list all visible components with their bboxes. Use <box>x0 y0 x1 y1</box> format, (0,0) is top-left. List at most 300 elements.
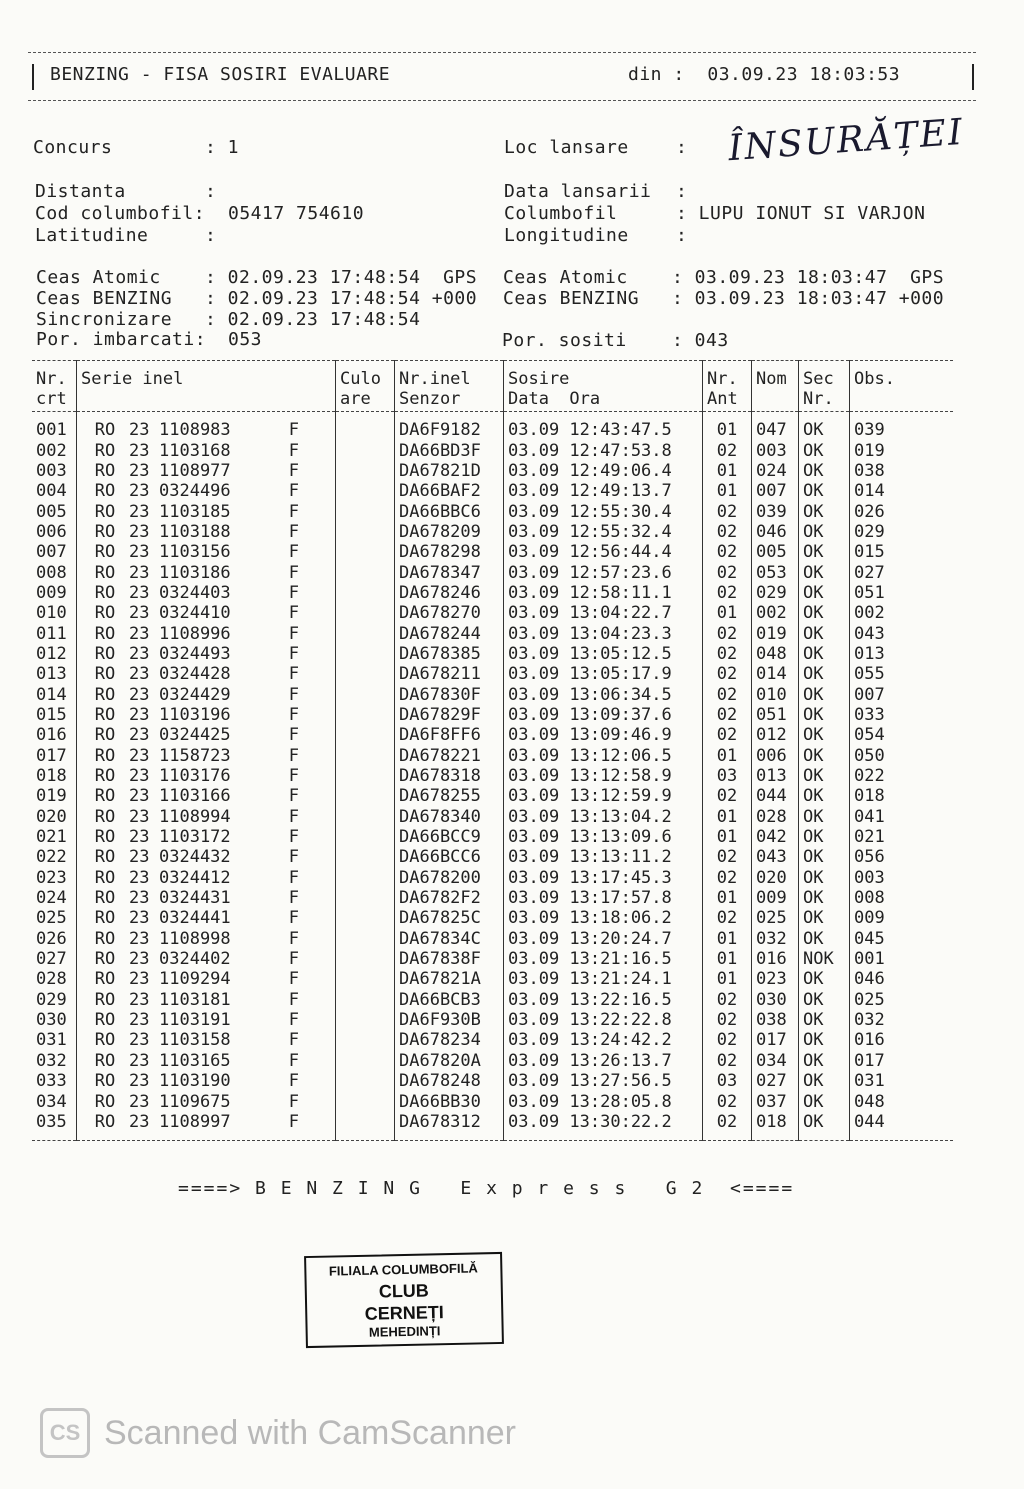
cell-ant: 02 <box>703 1030 752 1050</box>
cell-nr-crt: 014 <box>36 684 67 705</box>
cell-serie-inel <box>77 664 336 684</box>
header-top-rule <box>28 52 976 53</box>
cell-country: RO <box>94 1030 116 1051</box>
cell-ring-number: 0324425 <box>159 725 231 746</box>
cell-country: RO <box>94 562 116 583</box>
cell-obs: 050 <box>850 746 954 766</box>
cell-year: 23 <box>129 989 150 1010</box>
distanta-value: : <box>205 181 217 202</box>
cell-nom: 018 <box>752 1112 799 1141</box>
data-lansarii-value: : <box>676 181 688 202</box>
cell-country: RO <box>94 766 116 787</box>
cell-serie-inel <box>77 1030 336 1050</box>
cell-country: RO <box>94 989 116 1010</box>
cell-ring-number: 0324402 <box>159 949 231 970</box>
cell-culoare <box>336 542 395 562</box>
cell-senzor: DA66BCB3 <box>395 990 504 1010</box>
cell-sosire: 03.09 13:18:06.2 <box>504 908 703 928</box>
table-row <box>32 868 953 888</box>
cell-serie-inel <box>77 461 336 481</box>
cell-ant: 01 <box>703 746 752 766</box>
cell-senzor: DA678211 <box>395 664 504 684</box>
cell-nr-crt: 028 <box>36 969 67 990</box>
cell-nr-crt: 024 <box>36 888 67 909</box>
cell-obs: 025 <box>850 990 954 1010</box>
stamp-line-3: CERNEȚI <box>364 1302 444 1324</box>
cell-year: 23 <box>129 867 150 888</box>
cell-senzor: DA6F8FF6 <box>395 725 504 745</box>
cell-culoare <box>336 969 395 989</box>
cell-ant: 02 <box>703 664 752 684</box>
table-row <box>32 461 953 481</box>
latitudine-value: : <box>205 225 217 246</box>
cell-culoare <box>336 501 395 521</box>
cell-obs: 018 <box>850 786 954 806</box>
cell-sex: F <box>288 725 299 746</box>
cell-obs: 051 <box>850 583 954 603</box>
cell-ant: 01 <box>703 827 752 847</box>
cell-sosire: 03.09 13:17:45.3 <box>504 868 703 888</box>
cell-ant: 01 <box>703 969 752 989</box>
table-row <box>32 562 953 582</box>
cell-nom: 002 <box>752 603 799 623</box>
cell-ring-number: 1103181 <box>159 989 231 1010</box>
cell-nr-crt: 031 <box>36 1030 67 1051</box>
cell-nr-crt: 015 <box>36 704 67 725</box>
cell-nom: 044 <box>752 786 799 806</box>
table-row <box>32 969 953 989</box>
cell-sec: OK <box>799 461 850 481</box>
cell-sosire: 03.09 13:09:46.9 <box>504 725 703 745</box>
cell-culoare <box>336 807 395 827</box>
cell-nr-crt: 016 <box>36 725 67 746</box>
cell-ring-number: 1103172 <box>159 827 231 848</box>
cell-culoare <box>336 562 395 582</box>
cell-senzor: DA66BCC6 <box>395 847 504 867</box>
cell-ant: 02 <box>703 440 752 460</box>
cell-ant: 02 <box>703 522 752 542</box>
cell-senzor: DA67820A <box>395 1051 504 1071</box>
cell-sec: OK <box>799 847 850 867</box>
cell-serie-inel <box>77 766 336 786</box>
cell-sec: OK <box>799 766 850 786</box>
table-row <box>32 929 953 949</box>
cell-obs: 046 <box>850 969 954 989</box>
cell-nom: 027 <box>752 1071 799 1091</box>
cell-culoare <box>336 644 395 664</box>
cell-sosire: 03.09 13:04:23.3 <box>504 623 703 643</box>
cell-ring-number: 1103185 <box>159 501 231 522</box>
cell-senzor: DA678221 <box>395 746 504 766</box>
cell-sex: F <box>288 1111 299 1132</box>
cell-year: 23 <box>129 664 150 685</box>
table-row <box>32 623 953 643</box>
cell-sex: F <box>288 806 299 827</box>
cell-ring-number: 1103165 <box>159 1050 231 1071</box>
cell-serie-inel <box>77 1010 336 1030</box>
cell-obs: 021 <box>850 827 954 847</box>
table-row <box>32 746 953 766</box>
table-row <box>32 725 953 745</box>
cell-country: RO <box>94 460 116 481</box>
cell-nr-crt: 034 <box>36 1091 67 1112</box>
table-row <box>32 1051 953 1071</box>
cell-ring-number: 0324431 <box>159 888 231 909</box>
cell-senzor: DA678246 <box>395 583 504 603</box>
cell-nr-crt: 012 <box>36 643 67 664</box>
cell-year: 23 <box>129 969 150 990</box>
col-obs: Obs. <box>850 361 954 412</box>
cell-ant: 02 <box>703 786 752 806</box>
cell-sosire: 03.09 12:57:23.6 <box>504 562 703 582</box>
cell-country: RO <box>94 827 116 848</box>
camscanner-text: Scanned with CamScanner <box>104 1413 517 1452</box>
cell-sosire: 03.09 13:05:17.9 <box>504 664 703 684</box>
cell-year: 23 <box>129 440 150 461</box>
cell-culoare <box>336 766 395 786</box>
cell-obs: 026 <box>850 501 954 521</box>
cell-sec: OK <box>799 908 850 928</box>
cell-obs: 043 <box>850 623 954 643</box>
cell-country: RO <box>94 603 116 624</box>
table-row <box>32 807 953 827</box>
cell-country: RO <box>94 806 116 827</box>
col-nom: Nom <box>752 361 799 412</box>
cell-senzor: DA678255 <box>395 786 504 806</box>
cell-nom: 051 <box>752 705 799 725</box>
cell-year: 23 <box>129 623 150 644</box>
cell-country: RO <box>94 1071 116 1092</box>
cell-sosire: 03.09 13:12:58.9 <box>504 766 703 786</box>
cell-sex: F <box>288 643 299 664</box>
cell-sec: OK <box>799 1051 850 1071</box>
cell-ant: 01 <box>703 461 752 481</box>
cell-nr-crt: 032 <box>36 1050 67 1071</box>
cell-senzor: DA678234 <box>395 1030 504 1050</box>
cell-year: 23 <box>129 582 150 603</box>
cell-ring-number: 1158723 <box>159 745 231 766</box>
cell-senzor: DA678340 <box>395 807 504 827</box>
cell-nom: 034 <box>752 1051 799 1071</box>
cell-nom: 025 <box>752 908 799 928</box>
cell-year: 23 <box>129 1030 150 1051</box>
cell-country: RO <box>94 623 116 644</box>
cell-nom: 053 <box>752 562 799 582</box>
cell-ant: 02 <box>703 623 752 643</box>
cell-sosire: 03.09 13:28:05.8 <box>504 1091 703 1111</box>
cell-ring-number: 1103188 <box>159 521 231 542</box>
table-row <box>32 412 953 441</box>
cell-ring-number: 1103166 <box>159 786 231 807</box>
cell-ring-number: 0324410 <box>159 603 231 624</box>
cell-sosire: 03.09 13:05:12.5 <box>504 644 703 664</box>
cell-year: 23 <box>129 745 150 766</box>
cell-senzor: DA67838F <box>395 949 504 969</box>
cell-ant: 02 <box>703 1010 752 1030</box>
cell-year: 23 <box>129 1071 150 1092</box>
cell-serie-inel <box>77 990 336 1010</box>
cell-senzor: DA66BD3F <box>395 440 504 460</box>
cell-culoare <box>336 990 395 1010</box>
cell-ant: 02 <box>703 583 752 603</box>
cell-sex: F <box>288 888 299 909</box>
ceas-benzing-end-value: : 03.09.23 18:03:47 +000 <box>672 288 945 309</box>
cell-sec: OK <box>799 990 850 1010</box>
cell-ring-number: 0324441 <box>159 908 231 929</box>
cell-country: RO <box>94 501 116 522</box>
cell-country: RO <box>94 643 116 664</box>
cell-senzor: DA678248 <box>395 1071 504 1091</box>
cell-sec: OK <box>799 1091 850 1111</box>
table-row <box>32 522 953 542</box>
cell-obs: 054 <box>850 725 954 745</box>
cell-country: RO <box>94 847 116 868</box>
cell-sec: OK <box>799 1071 850 1091</box>
cell-nr-crt: 030 <box>36 1010 67 1031</box>
table-row <box>32 766 953 786</box>
cell-sec: OK <box>799 522 850 542</box>
cell-nr-crt: 022 <box>36 847 67 868</box>
table-row <box>32 644 953 664</box>
cell-culoare <box>336 684 395 704</box>
cell-sosire: 03.09 13:12:59.9 <box>504 786 703 806</box>
camscanner-logo-icon: CS <box>40 1408 90 1458</box>
col-serie-inel: Serie inel <box>77 361 336 412</box>
cell-sex: F <box>288 1050 299 1071</box>
cell-nom: 037 <box>752 1091 799 1111</box>
cell-sec: OK <box>799 868 850 888</box>
cell-sex: F <box>288 481 299 502</box>
cell-ring-number: 1108998 <box>159 928 231 949</box>
cell-culoare <box>336 908 395 928</box>
cell-culoare <box>336 603 395 623</box>
table-body <box>32 412 953 1141</box>
concurs-value: : 1 <box>205 137 240 158</box>
cell-serie-inel <box>77 501 336 521</box>
cell-obs: 056 <box>850 847 954 867</box>
cell-year: 23 <box>129 949 150 970</box>
cell-culoare <box>336 827 395 847</box>
cod-columbofil-label: Cod columbofil: <box>35 203 206 224</box>
table-row <box>32 1010 953 1030</box>
cell-nr-crt: 005 <box>36 501 67 522</box>
cell-serie-inel <box>77 1051 336 1071</box>
cell-ring-number: 1103191 <box>159 1010 231 1031</box>
cell-year: 23 <box>129 420 150 441</box>
cell-year: 23 <box>129 888 150 909</box>
cell-country: RO <box>94 481 116 502</box>
longitudine-value: : <box>676 225 688 246</box>
cell-serie-inel <box>77 1071 336 1091</box>
cell-obs: 015 <box>850 542 954 562</box>
cell-sosire: 03.09 12:55:32.4 <box>504 522 703 542</box>
table-row <box>32 481 953 501</box>
cell-culoare <box>336 1112 395 1141</box>
cell-sec: OK <box>799 644 850 664</box>
cell-ant: 01 <box>703 412 752 441</box>
cell-sec: OK <box>799 603 850 623</box>
cell-sec: OK <box>799 684 850 704</box>
cell-nom: 003 <box>752 440 799 460</box>
date-label: din : <box>628 64 685 85</box>
cell-year: 23 <box>129 481 150 502</box>
cell-sosire: 03.09 12:47:53.8 <box>504 440 703 460</box>
cell-nom: 017 <box>752 1030 799 1050</box>
cell-sex: F <box>288 440 299 461</box>
cell-ring-number: 1103196 <box>159 704 231 725</box>
cell-nr-crt: 006 <box>36 521 67 542</box>
cell-culoare <box>336 1071 395 1091</box>
cell-year: 23 <box>129 847 150 868</box>
camscanner-watermark <box>40 1408 516 1458</box>
cell-serie-inel <box>77 969 336 989</box>
cell-ant: 01 <box>703 807 752 827</box>
cell-ant: 02 <box>703 1051 752 1071</box>
cell-year: 23 <box>129 562 150 583</box>
cell-nom: 005 <box>752 542 799 562</box>
cell-culoare <box>336 746 395 766</box>
benzing-express-footer: ====> B E N Z I N G E x p r e s s G 2 <==== <box>178 1178 795 1199</box>
cell-ring-number: 1108977 <box>159 460 231 481</box>
cell-sec: OK <box>799 705 850 725</box>
ceas-benzing-start-label: Ceas BENZING <box>36 288 173 309</box>
col-ant: Nr. Ant <box>703 361 752 412</box>
cell-sex: F <box>288 501 299 522</box>
ceas-benzing-start-value: : 02.09.23 17:48:54 +000 <box>205 288 478 309</box>
cell-year: 23 <box>129 1111 150 1132</box>
cell-ring-number: 0324496 <box>159 481 231 502</box>
document-date <box>628 64 900 85</box>
ceas-benzing-end-label: Ceas BENZING <box>503 288 640 309</box>
cell-senzor: DA678270 <box>395 603 504 623</box>
cell-sec: OK <box>799 888 850 908</box>
header-left-bar <box>32 64 34 90</box>
cell-serie-inel <box>77 847 336 867</box>
cell-year: 23 <box>129 643 150 664</box>
cell-obs: 008 <box>850 888 954 908</box>
cell-sosire: 03.09 13:04:22.7 <box>504 603 703 623</box>
cell-year: 23 <box>129 704 150 725</box>
cell-serie-inel <box>77 908 336 928</box>
cell-ring-number: 1103186 <box>159 562 231 583</box>
cell-sex: F <box>288 989 299 1010</box>
cell-nr-crt: 018 <box>36 766 67 787</box>
cell-nom: 010 <box>752 684 799 704</box>
cell-obs: 038 <box>850 461 954 481</box>
cell-ant: 02 <box>703 1091 752 1111</box>
cell-nr-crt: 019 <box>36 786 67 807</box>
cell-senzor: DA67830F <box>395 684 504 704</box>
cell-country: RO <box>94 440 116 461</box>
cell-obs: 033 <box>850 705 954 725</box>
ceas-atomic-start-label: Ceas Atomic <box>36 267 161 288</box>
cell-serie-inel <box>77 603 336 623</box>
cell-culoare <box>336 868 395 888</box>
cell-culoare <box>336 929 395 949</box>
cell-ring-number: 0324412 <box>159 867 231 888</box>
cell-sosire: 03.09 13:21:16.5 <box>504 949 703 969</box>
cell-sec: OK <box>799 725 850 745</box>
cell-senzor: DA678347 <box>395 562 504 582</box>
cell-serie-inel <box>77 949 336 969</box>
cell-nr-crt: 008 <box>36 562 67 583</box>
arrivals-table <box>32 360 953 1141</box>
cell-nom: 028 <box>752 807 799 827</box>
cell-ring-number: 1109675 <box>159 1091 231 1112</box>
cell-nom: 016 <box>752 949 799 969</box>
cell-sec: OK <box>799 807 850 827</box>
cell-country: RO <box>94 521 116 542</box>
cell-obs: 019 <box>850 440 954 460</box>
cell-sex: F <box>288 1071 299 1092</box>
table-row <box>32 501 953 521</box>
cell-ant: 03 <box>703 1071 752 1091</box>
cell-sex: F <box>288 928 299 949</box>
cell-sosire: 03.09 13:22:22.8 <box>504 1010 703 1030</box>
cell-sec: OK <box>799 583 850 603</box>
cell-serie-inel <box>77 1091 336 1111</box>
cell-sec: OK <box>799 623 850 643</box>
cell-serie-inel <box>77 725 336 745</box>
cell-year: 23 <box>129 928 150 949</box>
cell-nr-crt: 020 <box>36 806 67 827</box>
table-row <box>32 1112 953 1141</box>
cell-sosire: 03.09 12:49:06.4 <box>504 461 703 481</box>
cell-nom: 029 <box>752 583 799 603</box>
table-row <box>32 827 953 847</box>
cell-sex: F <box>288 867 299 888</box>
col-culoare: Culo are <box>336 361 395 412</box>
cell-ant: 02 <box>703 644 752 664</box>
cell-nr-crt: 026 <box>36 928 67 949</box>
cell-nr-crt: 029 <box>36 989 67 1010</box>
cell-nom: 039 <box>752 501 799 521</box>
cell-year: 23 <box>129 1010 150 1031</box>
columbofil-label: Columbofil <box>504 203 618 224</box>
date-value: 03.09.23 18:03:53 <box>707 64 901 85</box>
cell-culoare <box>336 949 395 969</box>
cell-sec: OK <box>799 481 850 501</box>
cell-serie-inel <box>77 1112 336 1141</box>
cell-nom: 013 <box>752 766 799 786</box>
imbarcati-value: 053 <box>228 329 263 350</box>
ceas-atomic-start-value: : 02.09.23 17:48:54 GPS <box>205 267 478 288</box>
cell-serie-inel <box>77 807 336 827</box>
cell-senzor: DA6782F2 <box>395 888 504 908</box>
cell-obs: 022 <box>850 766 954 786</box>
stamp-line-2: CLUB <box>378 1280 430 1302</box>
cod-columbofil-value: 05417 754610 <box>228 203 365 224</box>
cell-ring-number: 1108983 <box>159 420 231 441</box>
table-row <box>32 1071 953 1091</box>
cell-country: RO <box>94 704 116 725</box>
cell-sex: F <box>288 847 299 868</box>
cell-sosire: 03.09 13:22:16.5 <box>504 990 703 1010</box>
header-bottom-rule <box>28 100 976 101</box>
imbarcati-label: Por. imbarcati: <box>36 329 207 350</box>
cell-culoare <box>336 664 395 684</box>
cell-nom: 024 <box>752 461 799 481</box>
cell-sex: F <box>288 1091 299 1112</box>
cell-sex: F <box>288 745 299 766</box>
cell-serie-inel <box>77 929 336 949</box>
cell-obs: 039 <box>850 412 954 441</box>
sositi-label: Por. sositi <box>502 330 627 351</box>
cell-sec: OK <box>799 542 850 562</box>
cell-sex: F <box>288 460 299 481</box>
cell-ant: 02 <box>703 847 752 867</box>
cell-country: RO <box>94 745 116 766</box>
